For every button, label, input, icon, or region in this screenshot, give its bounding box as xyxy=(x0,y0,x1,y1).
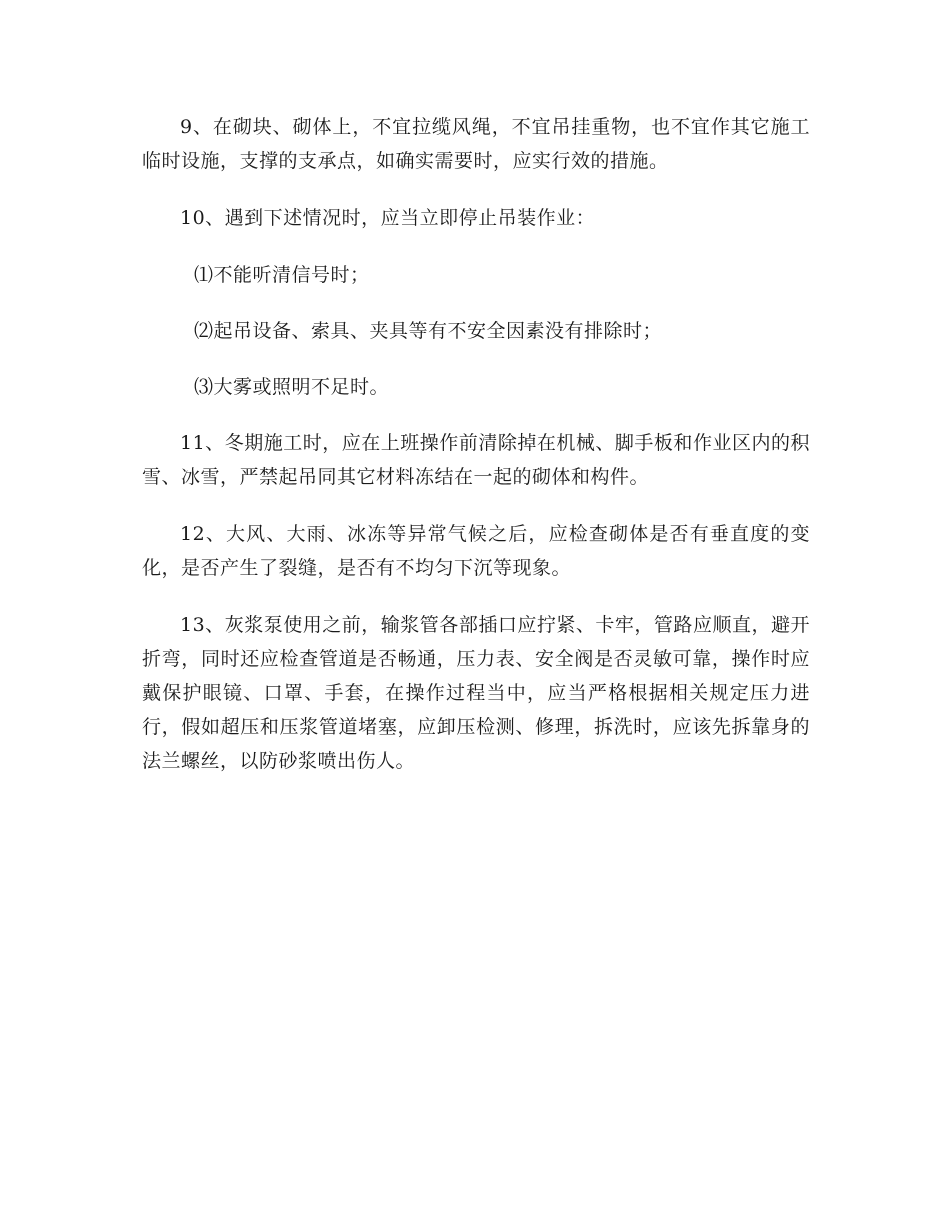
sub-item-3: ⑶大雾或照明不足时。 xyxy=(194,376,390,398)
paragraph-item-9: 9、在砌块、砌体上，不宜拉缆风绳，不宜吊挂重物，也不宜作其它施工临时设施，支撑的支承点，如确实需要时，应实行效的措施。 xyxy=(142,116,810,172)
paragraph-item-10: 10、遇到下述情况时，应当立即停止吊装作业： xyxy=(180,207,596,229)
document-page xyxy=(142,110,810,801)
sub-item-2: ⑵起吊设备、索具、夹具等有不安全因素没有排除时； xyxy=(194,320,663,342)
paragraph-item-12: 12、大风、大雨、冰冻等异常气候之后，应检查砌体是否有垂直度的变化，是否产生了裂缝，是否有不均匀下沉等现象。 xyxy=(142,523,810,579)
paragraph-item-13: 13、灰浆泵使用之前，输浆管各部插口应拧紧、卡牢，管路应顺直，避开折弯，同时还应检查管道是否畅通，压力表、安全阀是否灵敏可靠，操作时应戴保护眼镜、口罩、手套，在操作过程当中，应当严格根据相关规定压力进行，假如超压和压浆管道堵塞，应卸压检测、修理，拆洗时，应该先拆靠身的法兰螺丝，以防砂浆喷出伤人。 xyxy=(142,614,810,772)
paragraph-item-11: 11、冬期施工时，应在上班操作前清除掉在机械、脚手板和作业区内的积雪、冰雪，严禁起吊同其它材料冻结在一起的砌体和构件。 xyxy=(142,432,810,488)
sub-item-1: ⑴不能听清信号时； xyxy=(194,264,370,286)
